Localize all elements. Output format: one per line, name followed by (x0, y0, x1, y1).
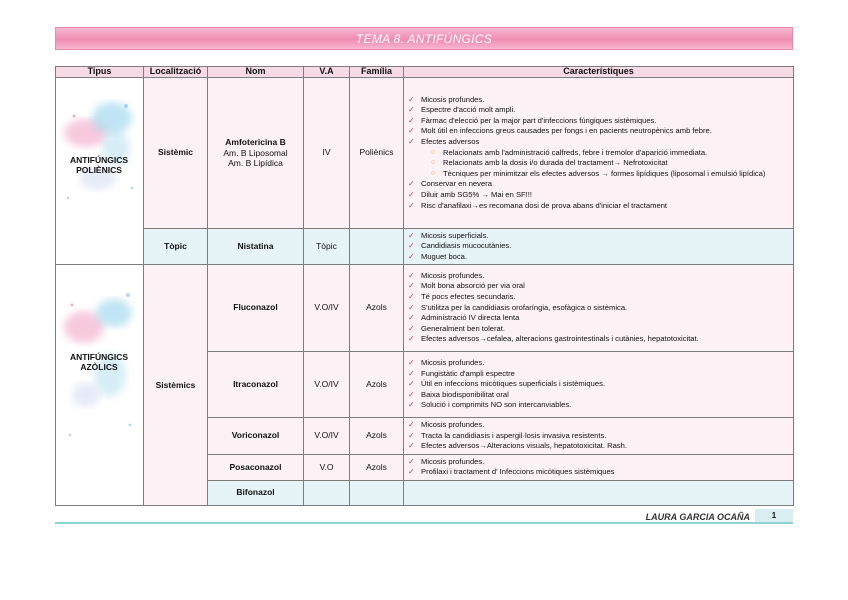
checkmark-icon: ✓ (408, 334, 415, 344)
list-item: ✓ Tracta la candidiasis i aspergil·losis invasiva resistents. (408, 430, 607, 440)
familia-cell: Azols (350, 351, 404, 418)
checkmark-icon: ✓ (408, 281, 415, 291)
checkmark-icon: ✓ (408, 400, 415, 410)
checkmark-icon: ✓ (408, 126, 415, 136)
nom-cell-bifonazol: Bifonazol (208, 480, 304, 505)
localitzacio-cell: Tòpic (144, 228, 208, 264)
list-item: ✓ Efectes adversos ○ Relacionats amb l'administració calfreds, febre i tremolor d'aparició immediata. ○ Relacionats amb la dosis i/o durada del tractament→ Nefrotoxicitat ○ Tècniques per minimitzar els efectes adversos → formes lipídiques (liposomal i emulsió lipídica) (408, 137, 791, 179)
page-title: TEMA 8. ANTIFÚNGICS (55, 27, 793, 50)
localitzacio-cell: Sistèmic (144, 78, 208, 229)
list-item: ✓ Micosis superficials. (408, 230, 489, 240)
table-row (56, 265, 794, 352)
checkmark-icon: ✓ (408, 94, 415, 104)
checkmark-icon: ✓ (408, 313, 415, 323)
va-cell: IV (304, 78, 350, 229)
list-item: ✓ Solució i comprimits NO son intercanviables. (408, 400, 572, 410)
checkmark-icon: ✓ (408, 241, 415, 251)
list-item: ✓ Micosis profundes. (408, 420, 485, 430)
sub-list-item: ○ Tècniques per minimitzar els efectes adversos → formes lipídiques (liposomal i emulsió lipídica) (431, 168, 766, 178)
circle-bullet-icon: ○ (431, 159, 436, 167)
checkmark-icon: ✓ (408, 189, 415, 199)
familia-cell: Azols (350, 265, 404, 352)
caracteristiques-cell (404, 418, 794, 454)
header-familia: Família (350, 67, 404, 78)
nom-line: Am. B Liposomal (223, 147, 288, 158)
caracteristiques-cell (404, 228, 794, 264)
list-item: ✓ Micosis profundes. (408, 270, 485, 280)
list-item: ✓ Micosis profundes. (408, 456, 485, 466)
list-item: ✓ Efectes adversos→cefalea, alteracions gastrointestinals i cutànies, hepatotoxicitat. (408, 334, 699, 344)
header-va: V.A (304, 67, 350, 78)
caracteristiques-cell (404, 78, 794, 229)
table-header-row (56, 67, 794, 78)
list-item: ✓ Generalment ben tolerat. (408, 323, 506, 333)
tipus-cell-azolics (56, 265, 144, 506)
checkmark-icon: ✓ (408, 379, 415, 389)
checkmark-icon: ✓ (408, 358, 415, 367)
checkmark-icon: ✓ (408, 467, 415, 477)
checkmark-icon: ✓ (408, 230, 415, 240)
list-item: ✓ Té pocs efectes secundaris. (408, 291, 516, 301)
list-item: ✓ Diluir amb SG5% → Mai en SF!!! (408, 189, 532, 199)
table-row (56, 228, 794, 264)
list-item: ✓ Útil en infeccions micòtiques superficials i sistèmiques. (408, 379, 606, 389)
checkmark-icon: ✓ (408, 368, 415, 378)
va-cell: Tòpic (304, 228, 350, 264)
list-item: ✓ Molt útil en infeccions greus causades per fongs i en pacients neutropènics amb febre. (408, 126, 712, 136)
checkmark-icon: ✓ (408, 270, 415, 280)
checkmark-icon: ✓ (408, 389, 415, 399)
caracteristiques-cell (404, 351, 794, 418)
list-item: ✓ Risc d'anafilaxi→es recomana dosi de prova abans d'iniciar el tractament (408, 200, 668, 210)
tipus-cell-poliens (56, 78, 144, 265)
footer-divider (55, 522, 793, 524)
tipus-label: ANTIFÚNGICS POLIÈNICS (69, 155, 129, 175)
checkmark-icon: ✓ (408, 323, 415, 333)
checkmark-icon: ✓ (408, 430, 415, 440)
list-item: ✓ S'utilitza per la candidiasis orofaríngia, esofàgica o sistèmica. (408, 302, 628, 312)
list-item: ✓ Efectes adversos→Alteracions visuals, hepatotoxicitat. Rash. (408, 441, 627, 451)
list-item: ✓ Baixa biodisponibilitat oral (408, 389, 509, 399)
nom-cell-posaconazol: Posaconazol (208, 454, 304, 480)
list-item: ✓ Fungistàtic d'ampli espectre (408, 368, 515, 378)
list-item: ✓ Espectre d'acció molt ampli. (408, 105, 516, 115)
sub-list-item: ○ Relacionats amb l'administració calfreds, febre i tremolor d'aparició immediata. (431, 147, 708, 157)
checkmark-icon: ✓ (408, 291, 415, 301)
localitzacio-cell: Sistèmics (144, 265, 208, 506)
caracteristiques-cell (404, 480, 794, 505)
antifungals-table (55, 66, 794, 506)
nom-cell-nistatina: Nistatina (208, 228, 304, 264)
list-item: ✓ Fàrmac d'elecció per la major part d'infeccions fúngiques sistèmiques. (408, 115, 657, 125)
familia-cell: Azols (350, 454, 404, 480)
checkmark-icon: ✓ (408, 420, 415, 430)
va-cell: V.O (304, 454, 350, 480)
familia-cell (350, 480, 404, 505)
page-number: 1 (755, 509, 793, 523)
checkmark-icon: ✓ (408, 302, 415, 312)
va-cell (304, 480, 350, 505)
header-tipus: Tipus (56, 67, 144, 78)
caracteristiques-cell (404, 454, 794, 480)
sub-list-item: ○ Relacionats amb la dosis i/o durada del tractament→ Nefrotoxicitat (431, 158, 668, 168)
checkmark-icon: ✓ (408, 456, 415, 466)
checkmark-icon: ✓ (408, 137, 415, 146)
watercolor-splash-icon (56, 265, 142, 505)
va-cell: V.O/IV (304, 351, 350, 418)
caracteristiques-cell (404, 265, 794, 352)
nom-cell-voriconazol: Voriconazol (208, 418, 304, 454)
checkmark-icon: ✓ (408, 251, 415, 261)
nom-line: Amfotericina B (225, 137, 286, 148)
list-item: ✓ Micosis profundes. (408, 94, 485, 104)
list-item: ✓ Micosis profundes. (408, 358, 485, 367)
list-item: ✓ Molt bona absorció per via oral (408, 281, 525, 291)
list-item: ✓ Candidiasis mucocutànies. (408, 241, 512, 251)
list-item: ✓ Muguet boca. (408, 251, 468, 261)
footer-author: LAURA GARCIA OCAÑA (645, 512, 750, 522)
header-localitzacio: Localització (144, 67, 208, 78)
circle-bullet-icon: ○ (431, 148, 436, 156)
nom-cell-fluconazol: Fluconazol (208, 265, 304, 352)
checkmark-icon: ✓ (408, 441, 415, 451)
nom-cell-itraconazol: Itraconazol (208, 351, 304, 418)
list-item: ✓ Administració IV directa lenta (408, 313, 520, 323)
familia-cell: Azols (350, 418, 404, 454)
va-cell: V.O/IV (304, 265, 350, 352)
familia-cell (350, 228, 404, 264)
header-caracteristiques: Característiques (404, 67, 794, 78)
checkmark-icon: ✓ (408, 200, 415, 210)
nom-cell-amfotericina (208, 78, 304, 229)
checkmark-icon: ✓ (408, 115, 415, 125)
header-nom: Nom (208, 67, 304, 78)
list-item: ✓ Conservar en nevera (408, 179, 492, 189)
nom-line: Am. B Lipídica (228, 157, 283, 168)
checkmark-icon: ✓ (408, 179, 415, 189)
checkmark-icon: ✓ (408, 105, 415, 115)
va-cell: V.O/IV (304, 418, 350, 454)
familia-cell: Poliènics (350, 78, 404, 229)
circle-bullet-icon: ○ (431, 169, 436, 177)
table-row (56, 78, 794, 229)
tipus-label: ANTIFÚNGICS AZÒLICS (69, 352, 129, 372)
list-item: ✓ Profilaxi i tractament d' Infeccions micòtiques sistèmiques (408, 467, 615, 477)
